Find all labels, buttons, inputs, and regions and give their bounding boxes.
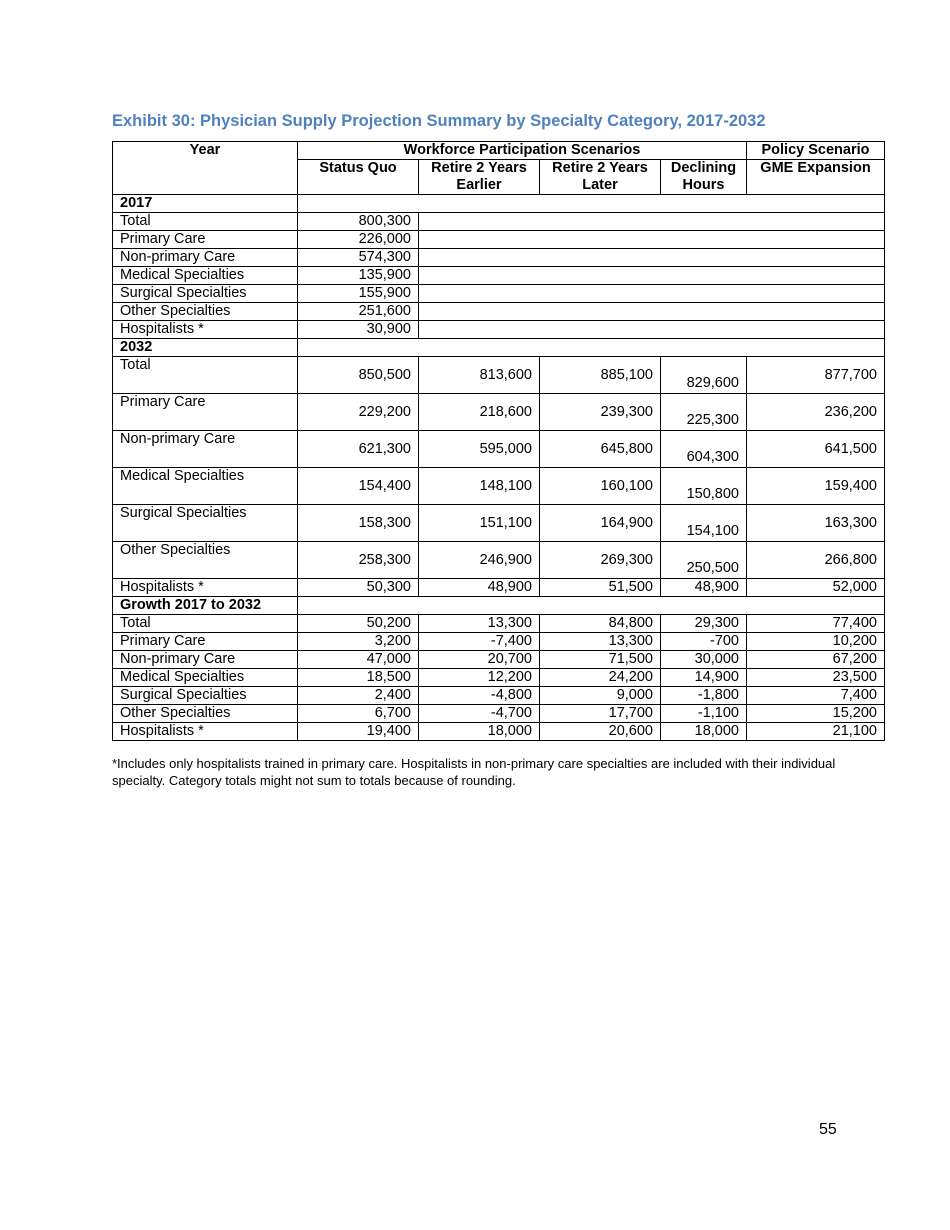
declining-hours-header: Declining Hours <box>661 160 747 195</box>
status-quo-cell: 154,400 <box>298 468 419 505</box>
status-quo-cell: 226,000 <box>298 231 419 249</box>
row-label: Medical Specialties <box>113 267 298 285</box>
gme-expansion-cell: 641,500 <box>747 431 885 468</box>
retire-earlier-cell: 20,700 <box>419 651 540 669</box>
status-quo-cell: 50,200 <box>298 615 419 633</box>
table-row <box>113 687 885 705</box>
declining-hours-cell: 604,300 <box>661 431 747 468</box>
retire-earlier-cell: 48,900 <box>419 579 540 597</box>
row-label: Medical Specialties <box>113 669 298 687</box>
gme-expansion-cell: 21,100 <box>747 723 885 741</box>
table-row <box>113 651 885 669</box>
row-label: Primary Care <box>113 633 298 651</box>
retire-later-cell: 9,000 <box>540 687 661 705</box>
row-label: Hospitalists * <box>113 723 298 741</box>
row-label: Primary Care <box>113 394 298 431</box>
status-quo-cell: 258,300 <box>298 542 419 579</box>
status-quo-cell: 6,700 <box>298 705 419 723</box>
status-quo-cell: 574,300 <box>298 249 419 267</box>
gme-expansion-header: GME Expansion <box>747 160 885 195</box>
table-row <box>113 267 885 285</box>
retire-later-cell: 84,800 <box>540 615 661 633</box>
retire-later-cell: 645,800 <box>540 431 661 468</box>
exhibit-title: Exhibit 30: Physician Supply Projection Summary by Specialty Category, 2017-2032 <box>112 112 766 130</box>
retire-earlier-cell: -4,700 <box>419 705 540 723</box>
status-quo-header: Status Quo <box>298 160 419 195</box>
retire-later-cell: 51,500 <box>540 579 661 597</box>
table-row <box>113 633 885 651</box>
status-quo-cell: 135,900 <box>298 267 419 285</box>
year-header: Year <box>113 142 298 195</box>
row-label: Non-primary Care <box>113 249 298 267</box>
status-quo-cell: 30,900 <box>298 321 419 339</box>
table-row <box>113 542 885 579</box>
declining-hours-cell: 250,500 <box>661 542 747 579</box>
retire-earlier-cell: 246,900 <box>419 542 540 579</box>
gme-expansion-cell: 15,200 <box>747 705 885 723</box>
gme-expansion-cell: 67,200 <box>747 651 885 669</box>
section-label: Growth 2017 to 2032 <box>113 597 298 615</box>
row-label: Other Specialties <box>113 705 298 723</box>
row-label: Primary Care <box>113 231 298 249</box>
row-label: Total <box>113 213 298 231</box>
row-label: Hospitalists * <box>113 579 298 597</box>
status-quo-cell: 3,200 <box>298 633 419 651</box>
row-label: Non-primary Care <box>113 651 298 669</box>
declining-hours-cell: 154,100 <box>661 505 747 542</box>
footnote: *Includes only hospitalists trained in primary care. Hospitalists in non-primary care specialties are included with their individual specialty. Category totals might not sum to totals because of rounding. <box>112 756 836 788</box>
row-label: Surgical Specialties <box>113 687 298 705</box>
table-row <box>113 213 885 231</box>
retire-earlier-cell: 218,600 <box>419 394 540 431</box>
retire-later-cell: 13,300 <box>540 633 661 651</box>
status-quo-cell: 158,300 <box>298 505 419 542</box>
retire-earlier-cell: 813,600 <box>419 357 540 394</box>
retire-later-cell: 160,100 <box>540 468 661 505</box>
declining-hours-cell: -700 <box>661 633 747 651</box>
row-label: Surgical Specialties <box>113 285 298 303</box>
retire-later-cell: 17,700 <box>540 705 661 723</box>
status-quo-cell: 850,500 <box>298 357 419 394</box>
gme-expansion-cell: 10,200 <box>747 633 885 651</box>
retire-later-cell: 885,100 <box>540 357 661 394</box>
table-row <box>113 505 885 542</box>
section-label: 2017 <box>113 195 298 213</box>
status-quo-cell: 50,300 <box>298 579 419 597</box>
retire-later-cell: 20,600 <box>540 723 661 741</box>
retire-later-header: Retire 2 Years Later <box>540 160 661 195</box>
declining-hours-cell: 829,600 <box>661 357 747 394</box>
table-row <box>113 431 885 468</box>
row-label: Surgical Specialties <box>113 505 298 542</box>
supply-projection-table <box>112 141 885 741</box>
declining-hours-cell: -1,800 <box>661 687 747 705</box>
page-number: 55 <box>819 1121 837 1138</box>
status-quo-cell: 621,300 <box>298 431 419 468</box>
retire-earlier-cell: -7,400 <box>419 633 540 651</box>
table-row <box>113 394 885 431</box>
status-quo-cell: 2,400 <box>298 687 419 705</box>
row-label: Other Specialties <box>113 542 298 579</box>
retire-earlier-cell: 12,200 <box>419 669 540 687</box>
retire-earlier-cell: -4,800 <box>419 687 540 705</box>
retire-earlier-cell: 151,100 <box>419 505 540 542</box>
gme-expansion-cell: 7,400 <box>747 687 885 705</box>
declining-hours-cell: -1,100 <box>661 705 747 723</box>
retire-earlier-cell: 18,000 <box>419 723 540 741</box>
gme-expansion-cell: 266,800 <box>747 542 885 579</box>
table-row <box>113 249 885 267</box>
status-quo-cell: 800,300 <box>298 213 419 231</box>
gme-expansion-cell: 52,000 <box>747 579 885 597</box>
gme-expansion-cell: 236,200 <box>747 394 885 431</box>
retire-earlier-cell: 148,100 <box>419 468 540 505</box>
retire-earlier-cell: 13,300 <box>419 615 540 633</box>
row-label: Other Specialties <box>113 303 298 321</box>
workforce-scenarios-header: Workforce Participation Scenarios <box>298 142 747 160</box>
status-quo-cell: 18,500 <box>298 669 419 687</box>
declining-hours-cell: 29,300 <box>661 615 747 633</box>
retire-later-cell: 164,900 <box>540 505 661 542</box>
table-row <box>113 321 885 339</box>
table-row <box>113 357 885 394</box>
row-label: Non-primary Care <box>113 431 298 468</box>
row-label: Hospitalists * <box>113 321 298 339</box>
table-row <box>113 723 885 741</box>
table-row <box>113 303 885 321</box>
status-quo-cell: 251,600 <box>298 303 419 321</box>
section-row-2032 <box>113 339 885 357</box>
table-row <box>113 669 885 687</box>
declining-hours-cell: 150,800 <box>661 468 747 505</box>
table-row <box>113 705 885 723</box>
header-row-groups <box>113 142 885 160</box>
declining-hours-cell: 14,900 <box>661 669 747 687</box>
retire-later-cell: 239,300 <box>540 394 661 431</box>
section-label: 2032 <box>113 339 298 357</box>
section-row-2017 <box>113 195 885 213</box>
row-label: Total <box>113 615 298 633</box>
status-quo-cell: 47,000 <box>298 651 419 669</box>
retire-earlier-header: Retire 2 Years Earlier <box>419 160 540 195</box>
table-row <box>113 615 885 633</box>
gme-expansion-cell: 23,500 <box>747 669 885 687</box>
gme-expansion-cell: 77,400 <box>747 615 885 633</box>
declining-hours-cell: 18,000 <box>661 723 747 741</box>
table-row <box>113 285 885 303</box>
status-quo-cell: 155,900 <box>298 285 419 303</box>
row-label: Medical Specialties <box>113 468 298 505</box>
table-row <box>113 579 885 597</box>
retire-later-cell: 269,300 <box>540 542 661 579</box>
gme-expansion-cell: 877,700 <box>747 357 885 394</box>
declining-hours-cell: 30,000 <box>661 651 747 669</box>
retire-earlier-cell: 595,000 <box>419 431 540 468</box>
status-quo-cell: 229,200 <box>298 394 419 431</box>
section-row-growth <box>113 597 885 615</box>
declining-hours-cell: 225,300 <box>661 394 747 431</box>
retire-later-cell: 24,200 <box>540 669 661 687</box>
status-quo-cell: 19,400 <box>298 723 419 741</box>
row-label: Total <box>113 357 298 394</box>
policy-scenario-header: Policy Scenario <box>747 142 885 160</box>
gme-expansion-cell: 159,400 <box>747 468 885 505</box>
retire-later-cell: 71,500 <box>540 651 661 669</box>
declining-hours-cell: 48,900 <box>661 579 747 597</box>
table-row <box>113 231 885 249</box>
gme-expansion-cell: 163,300 <box>747 505 885 542</box>
table-row <box>113 468 885 505</box>
